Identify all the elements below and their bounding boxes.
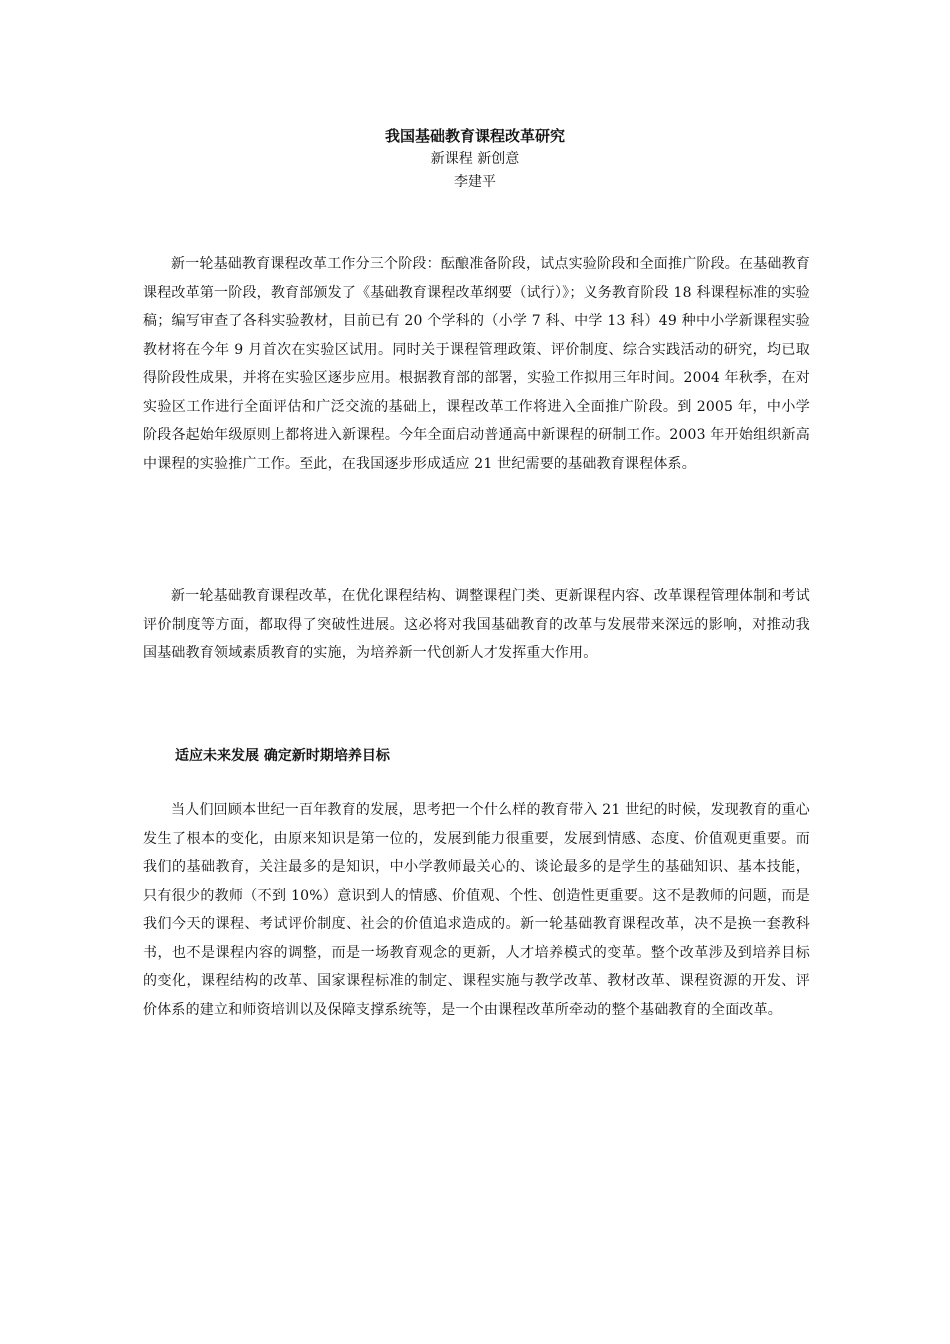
document-subtitle: 新课程 新创意 [430,151,520,167]
document-author: 李建平 [454,174,496,190]
paragraph-2: 新一轮基础教育课程改革，在优化课程结构、调整课程门类、更新课程内容、改革课程管理体制和考试评价制度等方面，都取得了突破性进展。这必将对我国基础教育的改革与发展带来深远的影响，对推动我国基础教育领域素质教育的实施，为培养新一代创新人才发挥重大作用。 [143,588,810,661]
paragraph-3: 当人们回顾本世纪一百年教育的发展，思考把一个什么样的教育带入 21 世纪的时候，发现教育的重心发生了根本的变化，由原来知识是第一位的，发展到能力很重要，发展到情感、态度、价值观更重要。而我们的基础教育，关注最多的是知识，中小学教师最关心的、谈论最多的是学生的基础知识、基本技能，只有很少的教师（不到 10%）意识到人的情感、价值观、个性、创造性更重要。这不是教师的问题，而是我们今天的课程、考试评价制度、社会的价值追求造成的。新一轮基础教育课程改革，决不是换一套教科书，也不是课程内容的调整，而是一场教育观念的更新，人才培养模式的变革。整个改革涉及到培养目标的变化，课程结构的改革、国家课程标准的制定、课程实施与教学改革、教材改革、课程资源的开发、评价体系的建立和师资培训以及保障支撑系统等，是一个由课程改革所牵动的整个基础教育的全面改革。 [143,802,810,1018]
section-heading: 适应未来发展 确定新时期培养目标 [175,748,390,764]
document-title: 我国基础教育课程改革研究 [384,127,565,145]
paragraph-1: 新一轮基础教育课程改革工作分三个阶段：酝酿准备阶段，试点实验阶段和全面推广阶段。在基础教育课程改革第一阶段，教育部颁发了《基础教育课程改革纲要（试行）》；义务教育阶段 18 科课程标准的实验稿；编写审查了各科实验教材，目前已有 20 个学科的（小学 7 科、中学 13 科）49 种中小学新课程实验教材将在今年 9 月首次在实验区试用。同时关于课程管理政策、评价制度、综合实践活动的研究，均已取得阶段性成果，并将在实验区逐步应用。根据教育部的部署，实验工作拟用三年时间。2004 年秋季，在对实验区工作进行全面评估和广泛交流的基础上，课程改革工作将进入全面推广阶段。到 2005 年，中小学阶段各起始年级原则上都将进入新课程。今年全面启动普通高中新课程的研制工作。2003 年开始组织新高中课程的实验推广工作。至此，在我国逐步形成适应 21 世纪需要的基础教育课程体系。 [143,256,810,472]
document-header [0,124,950,194]
